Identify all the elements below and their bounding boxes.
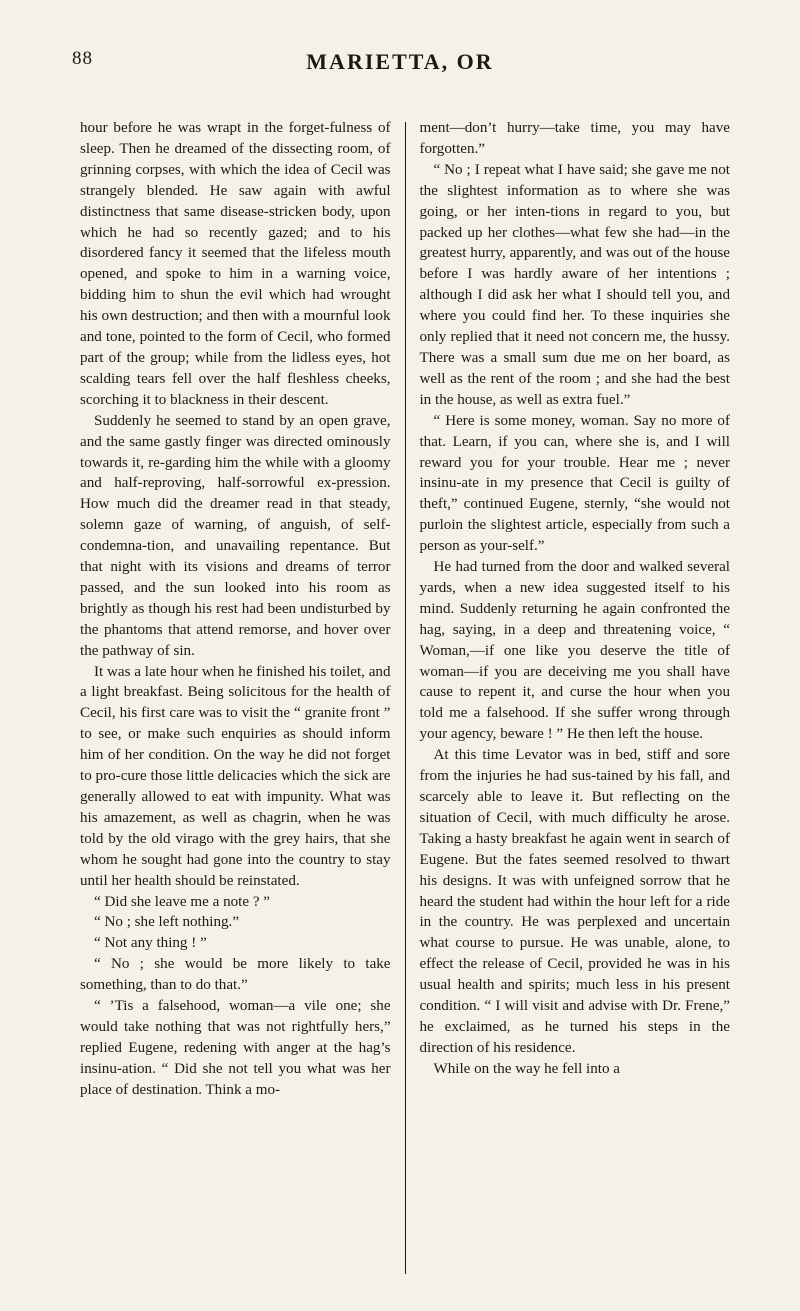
right-column — [419, 118, 730, 1274]
paragraph: He had turned from the door and walked several yards, when a new idea suggested itself to his mind. Suddenly returning he again confronted the hag, saying, in a deep and threatening voice, “ Woman,—if one like you deserve the title of woman—if you are deceiving me you shall have cause to repent it, and curse the hour when you told me a falsehood. If she suffer wrong through your agency, beware ! ” He then left the house. — [419, 559, 730, 743]
paragraph: “ No ; she would be more likely to take something, than to do that.” — [80, 956, 391, 994]
paragraph: Suddenly he seemed to stand by an open grave, and the same gastly finger was directed ominously towards it, re-garding him the while with a gloomy and half-reproving, half-sorrowful ex-pression. How much did the dreamer read in that steady, solemn gaze of warning, of anguish, of self-condemna-tion, and unavailing repentance. But that night with its visions and dreams of terror passed, and the sun looked into his room as brightly as though his rest had been undisturbed by the phantoms that attend remorse, and hover over the pathway of sin. — [80, 412, 391, 659]
page-header — [72, 42, 728, 82]
column-divider — [405, 122, 406, 1274]
paragraph: “ Here is some money, woman. Say no more of that. Learn, if you can, where she is, and I will reward you for your trouble. Hear me ; never insinu-ate in my presence that Cecil is guilty of theft,” continued Eugene, sternly, “she would not purloin the slightest article, especially from such a person as your-self.” — [419, 412, 730, 555]
left-column — [80, 118, 391, 1274]
paragraph: “ ’Tis a falsehood, woman—a vile one; she would take nothing that was not rightfully hers,” replied Eugene, redening with anger at the hag’s insinu-ation. “ Did she not tell you what was her place of destination. Think a mo- — [80, 998, 391, 1098]
text-columns — [80, 118, 730, 1274]
paragraph: “ Did she leave me a note ? ” — [94, 893, 271, 910]
paragraph: “ Not any thing ! ” — [94, 935, 207, 952]
paragraph: “ No ; she left nothing.” — [94, 914, 240, 931]
paragraph: While on the way he fell into a — [433, 1060, 620, 1077]
paragraph: hour before he was wrapt in the forget-fulness of sleep. Then he dreamed of the dissecting room, of grinning corpses, with which the idea of Cecil was strangely blended. He saw again with awful distinctness that same disease-stricken body, upon which he had so recently gazed; and to his disordered fancy it seemed that the lifeless mouth opened, and spoke to him in a warning voice, bidding him to shun the evil which had wrought his own destruction; and then with a mournful look and tone, pointed to the form of Cecil, who formed part of the group; while from the lidless eyes, hot scalding tears fell over the half fleshless cheeks, scorching it to blackness in their descent. — [80, 120, 391, 408]
paragraph: It was a late hour when he finished his toilet, and a light breakfast. Being solicitous for the health of Cecil, his first care was to visit the “ granite front ” to see, or make such enquiries as should inform him of her condition. On the way he did not forget to pro-cure those little delicacies which the sick are generally allowed to eat with impunity. What was his amazement, as well as chagrin, when he was told by the old virago with the grey hairs, that she whom he sought had gone into the country to stay until her health should be reinstated. — [80, 663, 391, 889]
paragraph: At this time Levator was in bed, stiff and sore from the injuries he had sus-tained by his fall, and scarcely able to leave it. But reflecting on the situation of Cecil, with much difficulty he arose. Taking a hasty breakfast he again went in search of Eugene. But the fates seemed resolved to thwart his designs. It was with unfeigned sorrow that he heard the student had within the hour left for a ride in the country. He was perplexed and uncertain what course to pursue. He was unable, alone, to effect the release of Cecil, provided he was in his usual health and spirits; much less in his present condition. “ I will visit and advise with Dr. Frene,” he exclaimed, as he turned his steps in the direction of his residence. — [419, 747, 730, 1056]
running-head: MARIETTA, OR — [306, 49, 494, 74]
paragraph: “ No ; I repeat what I have said; she gave me not the slightest information as to where she was going, or her inten-tions in regard to you, but packed up her clothes—what few she had—in the greatest hurry, apparently, and was out of the house before I was hardly aware of her intentions ; although I did ask her what I should tell you, and where you could find her. To these inquiries she only replied that it need not concern me, the hussy. There was a small sum due me on her board, as well as the rent of the room ; and she had the best in the house, as well as extra fuel.” — [419, 161, 730, 408]
page-number: 88 — [72, 48, 93, 69]
paragraph: ment—don’t hurry—take time, you may have forgotten.” — [419, 120, 730, 157]
